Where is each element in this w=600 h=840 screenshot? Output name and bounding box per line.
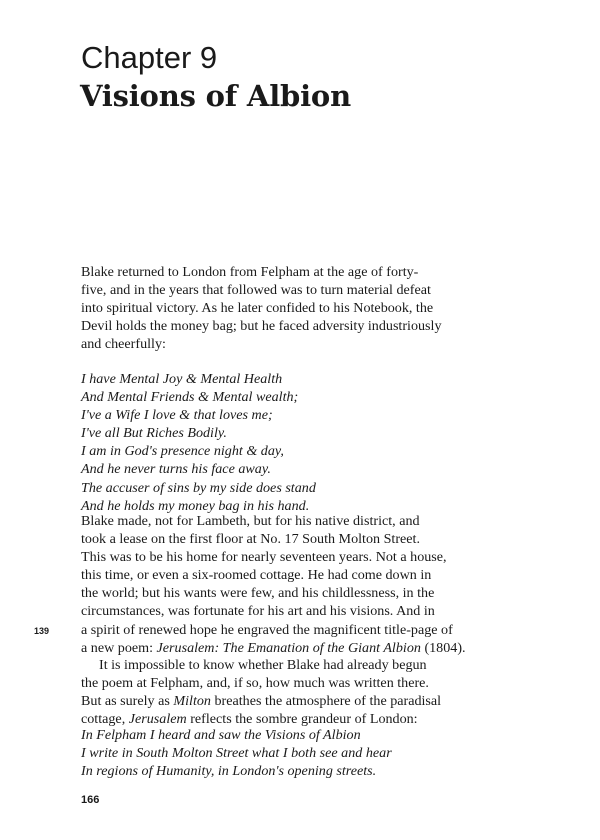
verse-line: I've a Wife I love & that loves me;	[81, 407, 273, 424]
text-line: the world; but his wants were few, and his childlessness, in the	[81, 585, 435, 602]
verse-line: I am in God's presence night & day,	[81, 443, 284, 460]
chapter-label: Chapter 9	[81, 40, 218, 75]
text-line: It is impossible to know whether Blake had already begun	[99, 657, 427, 673]
text-fragment: (1804).	[420, 639, 466, 656]
text-line: took a lease on the first floor at No. 17 South Molton Street.	[81, 531, 420, 548]
text-line: into spiritual victory. As he later confided to his Notebook, the	[81, 300, 434, 317]
text-fragment: breathes the atmosphere of the paradisal	[210, 693, 442, 710]
page-number: 166	[81, 794, 100, 806]
text-line	[81, 639, 521, 657]
text-line: a spirit of renewed hope he engraved the magnificent title-page of	[81, 621, 453, 638]
verse-line: In regions of Humanity, in London's opening streets.	[81, 763, 377, 780]
poem-title-jerusalem: Jerusalem: The Emanation of the Giant Albion	[156, 639, 421, 656]
poem-title-milton: Milton	[173, 693, 211, 710]
verse-line: I've all But Riches Bodily.	[81, 425, 227, 442]
text-line: the poem at Felpham, and, if so, how much was written there.	[81, 675, 429, 692]
verse-line: In Felpham I heard and saw the Visions of Albion	[81, 727, 361, 743]
text-line: This was to be his home for nearly seventeen years. Not a house,	[81, 549, 447, 566]
verse-line: I write in South Molton Street what I both see and hear	[81, 745, 392, 762]
verse-line: And Mental Friends & Mental wealth;	[81, 389, 299, 406]
text-line: this time, or even a six-roomed cottage. He had come down in	[81, 567, 432, 584]
text-line: five, and in the years that followed was to turn material defeat	[81, 282, 431, 299]
text-fragment: But as surely as	[81, 693, 174, 710]
chapter-title: Visions of Albion	[80, 79, 351, 113]
verse-visions-of-albion	[81, 726, 521, 780]
verse-line: The accuser of sins by my side does stand	[81, 479, 316, 496]
text-fragment: a new poem:	[81, 639, 157, 656]
paragraph-south-molton	[81, 512, 521, 657]
text-line: Devil holds the money bag; but he faced adversity industriously	[81, 318, 442, 335]
text-line	[81, 692, 521, 710]
text-fragment: cottage,	[81, 711, 129, 728]
poem-title-jerusalem: Jerusalem	[128, 711, 187, 728]
verse-line: And he holds my money bag in his hand.	[81, 497, 310, 514]
text-line: Blake made, not for Lambeth, but for his native district, and	[81, 513, 420, 529]
verse-line: And he never turns his face away.	[81, 461, 271, 478]
verse-mental-joy	[81, 370, 521, 515]
text-line: circumstances, was fortunate for his art and his visions. And in	[81, 603, 435, 620]
margin-reference-number: 139	[34, 626, 50, 636]
text-line: and cheerfully:	[81, 336, 166, 353]
paragraph-intro	[81, 263, 521, 353]
text-line: Blake returned to London from Felpham at the age of forty-	[81, 264, 419, 280]
verse-line: I have Mental Joy & Mental Health	[81, 371, 283, 387]
text-fragment: reflects the sombre grandeur of London:	[186, 711, 418, 728]
paragraph-felpham	[81, 656, 521, 728]
